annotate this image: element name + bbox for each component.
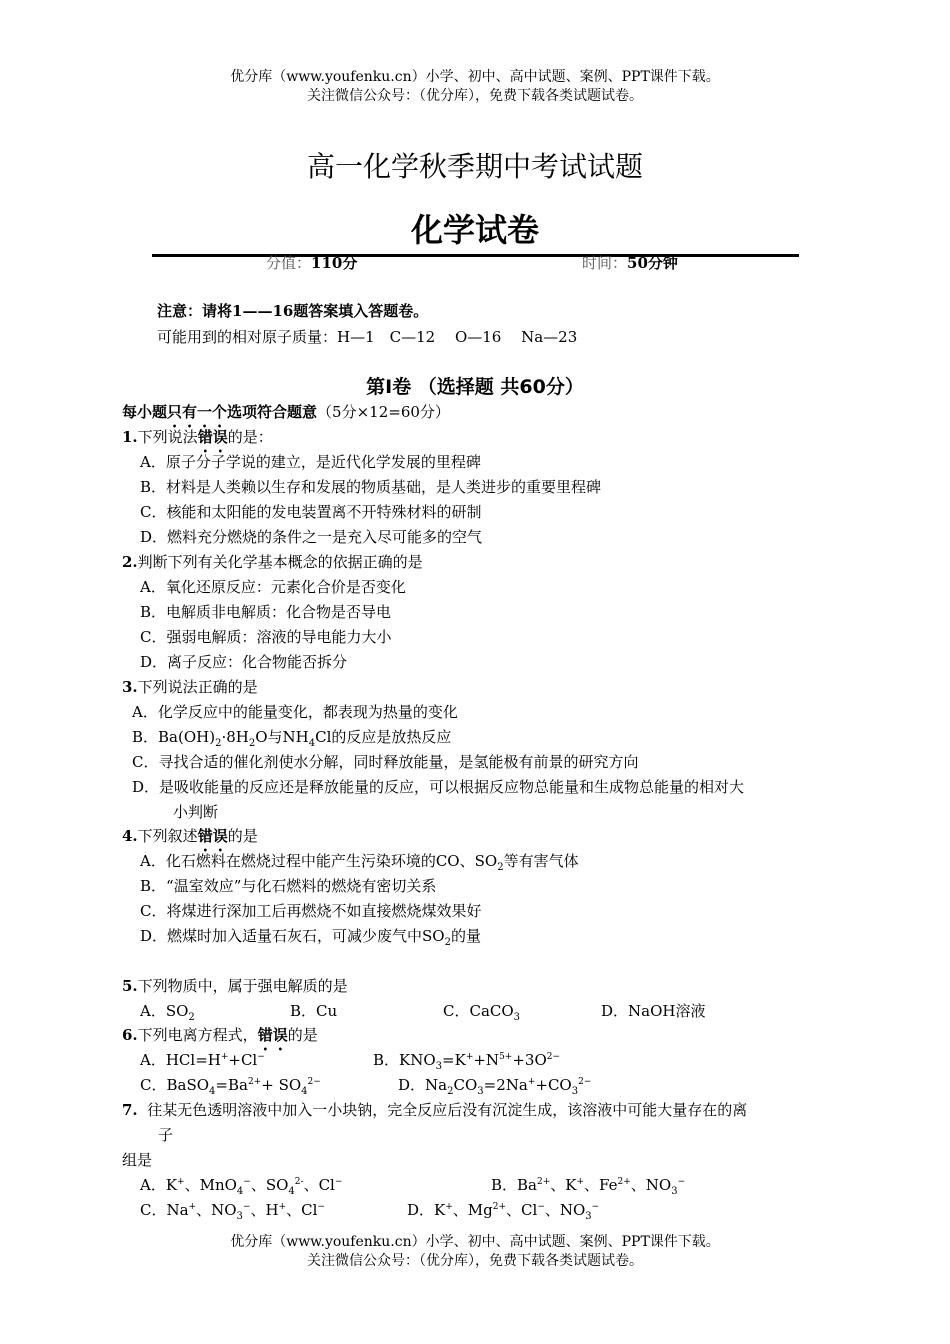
q6-option-d: D．$Na_2CO_3=2Na^++CO_3^{2-}$ (398, 1076, 592, 1097)
header-line-2: 关注微信公众号：（优分库），免费下载各类试题试卷。 (307, 88, 643, 104)
q4-option-d: D．燃煤时加入适量石灰石，可减少废气中$SO_2$的量 (140, 927, 481, 948)
q7-option-c: C．Na+、$NO_3^-$、H+、Cl− (140, 1201, 325, 1222)
q3-option-a: A．化学反应中的能量变化，都表现为热量的变化 (132, 703, 458, 721)
q1-option-a: A．原子分子学说的建立，是近代化学发展的里程碑 (140, 453, 481, 471)
q5-option-a: A．$SO_2$ (140, 1002, 195, 1023)
q2-option-d: D．离子反应：化合物能否拆分 (140, 653, 348, 671)
q4-option-c: C．将煤进行深加工后再燃烧不如直接燃烧煤效果好 (140, 902, 482, 920)
q7-option-a: A．K+、MnO$_4$−、$SO_4^{2-}$、Cl− (140, 1176, 343, 1197)
time-info: 时间：50分钟 (582, 254, 678, 272)
q1-option-d: D．燃料充分燃烧的条件之一是充入尽可能多的空气 (140, 528, 483, 546)
q3-option-d: D．是吸收能量的反应还是释放能量的反应，可以根据反应物总能量和生成物总能量的相对大 (132, 778, 745, 796)
q1-stem: 1.下列说法错误的是： (122, 428, 273, 446)
q7-option-d: D．K+、$Mg^{2+}$、Cl−、$NO_3^-$ (407, 1201, 600, 1222)
q2-option-c: C．强弱电解质：溶液的导电能力大小 (140, 628, 392, 646)
q6-option-c: C．$BaSO_4=Ba^{2+}+ SO_4^{2-}$ (140, 1076, 321, 1097)
score-info: 分值：110分 (266, 254, 358, 272)
title-rule (152, 254, 799, 257)
q4-stem: 4.下列叙述错误的是 (122, 827, 258, 845)
q7-stem: 7. 往某无色透明溶液中加入一小块钠，完全反应后没有沉淀生成，该溶液中可能大量存在的离 (122, 1101, 748, 1119)
section-instructions: 每小题只有一个选项符合题意（5分×12=60分） (122, 403, 450, 421)
q7-stem-cont: 子 (158, 1126, 174, 1144)
q4-option-b: B．“温室效应”与化石燃料的燃烧有密切关系 (140, 877, 437, 895)
q4-option-a: A．化石燃料在燃烧过程中能产生污染环境的CO、$SO_2$等有害气体 (140, 852, 579, 873)
q6-option-a: A．HCl=H++Cl− (140, 1051, 265, 1069)
q5-option-d: D．NaOH溶液 (601, 1002, 706, 1020)
q3-option-d-cont: 小判断 (173, 803, 219, 821)
atomic-masses: 可能用到的相对原子质量：H—1 C—12 O—16 Na—23 (157, 328, 578, 346)
q2-stem: 2.判断下列有关化学基本概念的依据正确的是 (122, 553, 423, 571)
q6-option-b: B．$KNO_3=K^++N^{5+}+3O^{2-}$ (373, 1051, 561, 1072)
footer-line-2: 关注微信公众号：（优分库），免费下载各类试题试卷。 (307, 1253, 643, 1269)
q3-option-c: C．寻找合适的催化剂使水分解，同时释放能量，是氢能极有前景的研究方向 (132, 753, 639, 771)
exam-title: 高一化学秋季期中考试试题 (306, 150, 643, 183)
notice: 注意：请将1——16题答案填入答题卷。 (157, 302, 429, 320)
q5-option-c: C．CaCO$_3$ (443, 1002, 521, 1023)
q2-option-a: A．氧化还原反应：元素化合价是否变化 (140, 578, 406, 596)
q5-option-b: B．Cu (290, 1002, 338, 1020)
header-line-1: 优分库（www.youfenku.cn）小学、初中、高中试题、案例、PPT课件下载。 (230, 69, 720, 85)
q7-option-b: B．$Ba^{2+}$、K+、$Fe^{2+}$、$NO_3^-$ (491, 1176, 686, 1197)
q7-stem-cont-2: 组是 (122, 1151, 153, 1169)
footer-line-1: 优分库（www.youfenku.cn）小学、初中、高中试题、案例、PPT课件下载。 (230, 1234, 720, 1250)
q1-option-b: B．材料是人类赖以生存和发展的物质基础，是人类进步的重要里程碑 (140, 478, 602, 496)
q3-option-b: B．$Ba(OH)_2\cdot 8H_2O$与$NH_4Cl$的反应是放热反应 (132, 728, 452, 749)
q1-option-c: C．核能和太阳能的发电装置离不开特殊材料的研制 (140, 503, 482, 521)
q6-stem: 6.下列电离方程式，错误的是 (122, 1026, 318, 1044)
section-title: 第Ⅰ卷 （选择题 共60分） (366, 376, 584, 398)
q2-option-b: B．电解质非电解质：化合物是否导电 (140, 603, 392, 621)
q5-stem: 5.下列物质中，属于强电解质的是 (122, 977, 348, 995)
q3-stem: 3.下列说法正确的是 (122, 678, 258, 696)
paper-title: 化学试卷 (410, 211, 539, 249)
